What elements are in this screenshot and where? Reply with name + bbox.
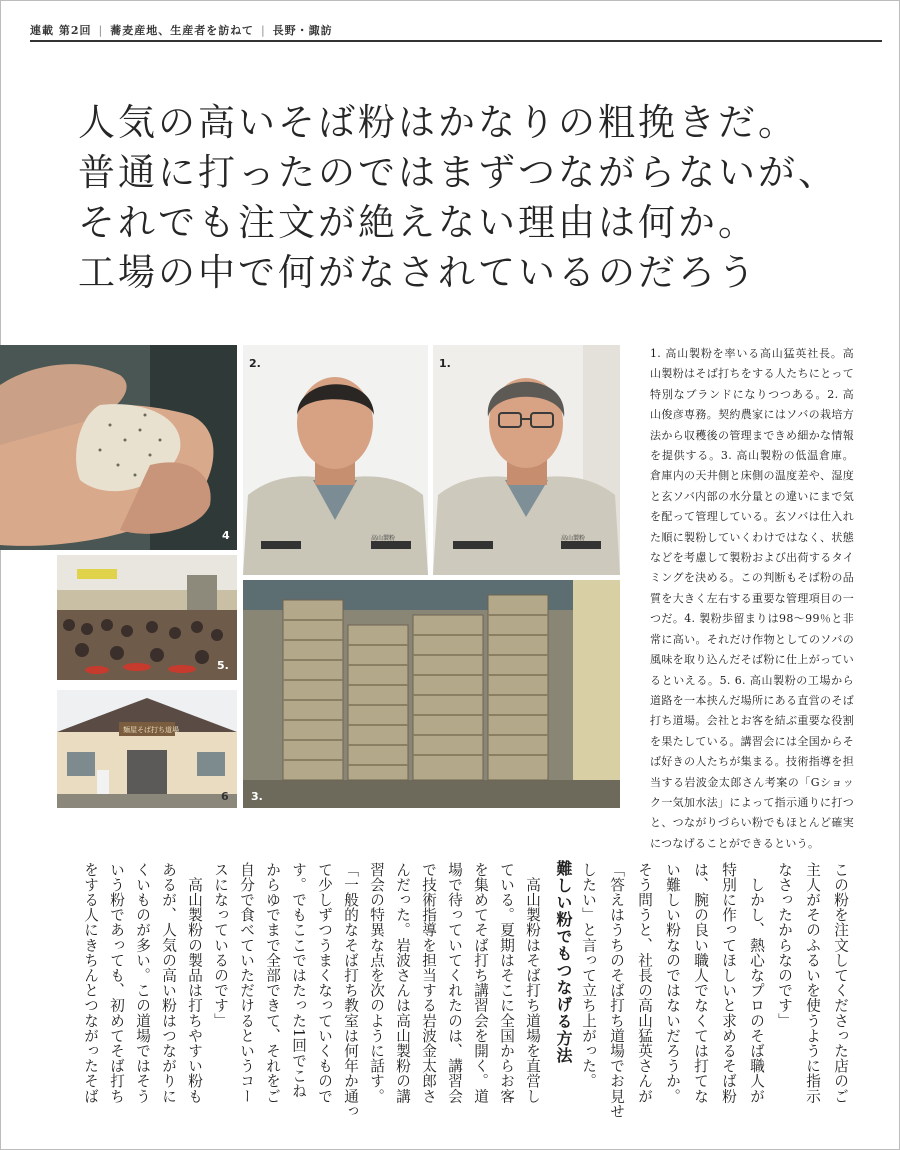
dojo-sign: 麺屋そば打ち道場	[123, 726, 179, 734]
body-line: からゆでまで全部できて、それをご	[264, 862, 281, 1104]
lead-line: 工場の中で何がなされているのだろう	[78, 251, 758, 294]
photo-seminar	[57, 555, 237, 680]
series-place: 長野・諏訪	[272, 24, 333, 37]
body-line: 高山製粉の製品は打ちやすい粉も	[186, 862, 203, 1104]
body-line: 高山製粉はそば打ち道場を直営し	[524, 862, 541, 1104]
photo-flour-hands	[0, 345, 237, 550]
body-line: しかし、熱心なプロのそば職人が	[748, 862, 765, 1104]
body-line: は、腕の良い職人でなくては打てな	[692, 862, 709, 1104]
photo-number: 5.	[217, 659, 229, 672]
photo-dojo-building	[57, 690, 237, 808]
dojo-illustration	[57, 690, 237, 808]
body-line: 自分で食べていただけるというコー	[238, 862, 255, 1104]
photo-number: 1.	[439, 357, 451, 370]
body-line: いう粉であっても、初めてそば打ち	[108, 862, 125, 1104]
president-portrait	[433, 345, 620, 575]
lead-text	[78, 98, 858, 298]
uniform-badge: 高山製粉	[561, 535, 586, 542]
body-line: を集めてそば打ち講習会を開く。道	[472, 862, 489, 1104]
series-label: 連載 第2回	[30, 24, 92, 37]
lead-line: 人気の高いそば粉はかなりの粗挽きだ。	[78, 101, 798, 144]
body-line: 習会の特異な点を次のように話す。	[368, 862, 385, 1104]
body-line: て少しずつうまくなっていくもので	[316, 862, 333, 1104]
body-line: をする人にきちんとつながったそば	[82, 862, 99, 1104]
header-rule	[30, 40, 882, 42]
body-line: 「一般的なそば打ち教室は何年か通っ	[342, 862, 359, 1119]
body-line: で技術指導を担当する岩波金太郎さ	[420, 862, 437, 1104]
body-line: したい」と言って立ち上がった。	[580, 862, 597, 1089]
photo-number: 3.	[251, 790, 263, 803]
warehouse-illustration	[243, 580, 620, 808]
photo-number: 4	[222, 529, 230, 542]
body-line: ている。夏期はそこに全国からお客	[498, 862, 515, 1104]
section-heading: 難しい粉でもつなげる方法	[554, 860, 573, 1064]
photo-caption: 1. 高山製粉を率いる高山猛英社長。高山製粉はそば打ちをする人たちにとって特別なブランドになりつつある。2. 高山俊彦専務。契約農家にはソバの栽培方法から収穫後の管理まできめ細かな情報を提供する。3. 高山製粉の低温倉庫。倉庫内の天井側と床側の温度差や、湿度と玄ソバ内部の水分量との違いにまで気を配って管理している。玄ソバは仕入れた順に製粉していくわけではなく、状態などを考慮して製粉および出荷するタイミングを決める。この判断もそば粉の品質を大きく左右する重要な管理項目の一つだ。4. 製粉歩留まりは98〜99％と非常に高い。それだけ作物としてのソバの風味を取り込んだそば粉に仕上がっているといえる。5. 6. 高山製粉の工場から道路を一本挟んだ場所にある直営のそば打ち道場。会社とお客を結ぶ重要な役割を果たしている。講習会には全国からそば好きの人たちが集まる。技術指導を担当する岩波金太郎さん考案の「Gショック一気加水法」によって指示通りに打つと、つながりづらい粉でもほとんど確実につなげることができるという。	[650, 347, 854, 850]
body-line: す。でもここではたった1回でこね	[290, 862, 307, 1099]
body-line: あるが、人気の高い粉はつながりに	[160, 862, 177, 1104]
lead-line: それでも注文が絶えない理由は何か。	[78, 201, 758, 244]
running-header: 連載 第2回 | 蕎麦産地、生産者を訪ねて | 長野・諏訪	[30, 24, 333, 37]
body-line: くいものが多い。この道場ではそう	[134, 862, 151, 1104]
body-line: 主人がそのふるいを使うように指示	[804, 862, 821, 1104]
uniform-badge: 高山製粉	[371, 535, 396, 542]
lead-line: 普通に打ったのではまずつながらないが、	[78, 151, 838, 194]
body-line: 「答えはうちのそば打ち道場でお見せ	[608, 862, 625, 1119]
photo-managing-director	[243, 345, 428, 575]
body-line: なさったからなのです」	[776, 862, 793, 1029]
flour-hands-illustration	[0, 345, 237, 550]
body-line: スになっているのです」	[212, 862, 229, 1029]
photo-warehouse	[243, 580, 620, 808]
body-line: そう問うと、社長の高山猛英さんが	[636, 862, 653, 1104]
body-line: い難しい粉なのではないだろうか。	[664, 862, 681, 1104]
photo-number: 6	[221, 790, 229, 803]
seminar-illustration	[57, 555, 237, 680]
body-line: 場で待っていてくれたのは、講習会	[446, 862, 463, 1104]
body-line: んだった。岩波さんは高山製粉の講	[394, 862, 411, 1104]
director-portrait	[243, 345, 428, 575]
body-line: 特別に作ってほしいと求めるそば粉	[720, 862, 737, 1104]
photo-president	[433, 345, 620, 575]
series-title: 蕎麦産地、生産者を訪ねて	[110, 24, 254, 37]
body-line: この粉を注文してくださった店のご	[832, 862, 849, 1104]
photo-number: 2.	[249, 357, 261, 370]
